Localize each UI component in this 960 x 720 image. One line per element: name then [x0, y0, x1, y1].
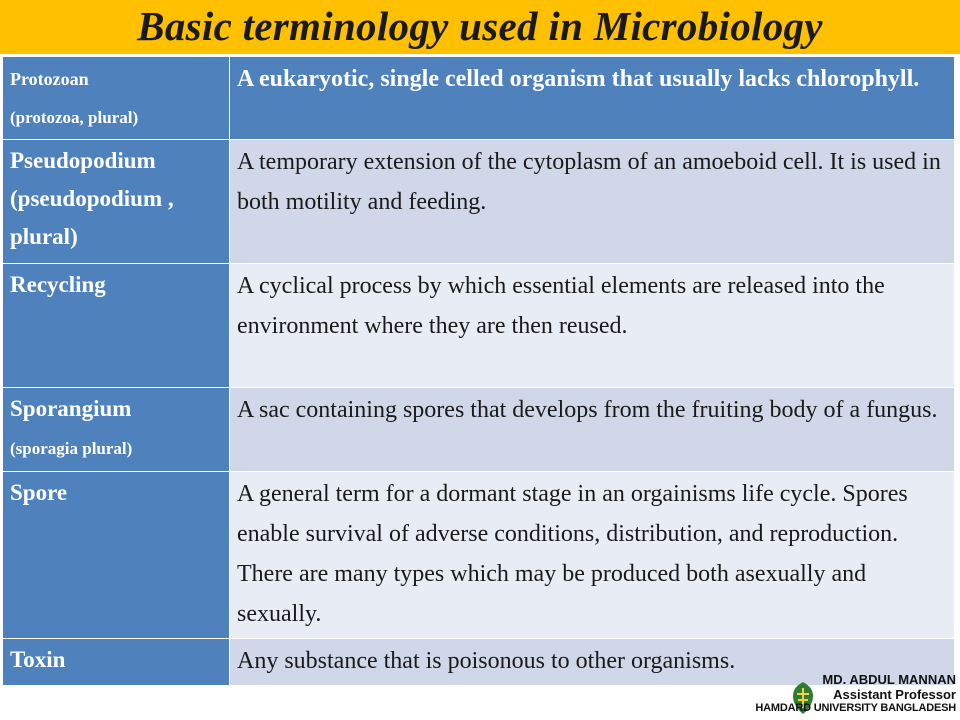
definition-cell: Any substance that is poisonous to other organisms.	[230, 639, 955, 686]
term-cell: Toxin	[3, 639, 230, 686]
table-row	[3, 57, 955, 140]
term-cell: Pseudopodium (pseudopodium , plural)	[3, 140, 230, 264]
definition-cell: A general term for a dormant stage in an orgainisms life cycle. Spores enable survival of adverse conditions, distribution, and reproduction. There are many types which may be produced both asexually and sexually.	[230, 472, 955, 639]
author-name: MD. ABDUL MANNAN	[822, 672, 956, 687]
terminology-table	[2, 56, 955, 686]
university-name: HAMDARD UNIVERSITY BANGLADESH	[755, 702, 956, 714]
term-note: (sporagia plural)	[10, 439, 133, 458]
table-row	[3, 388, 955, 472]
author-role: Assistant Professor	[833, 687, 956, 702]
definition-cell: A cyclical process by which essential elements are released into the environment where they are then reused.	[230, 264, 955, 388]
table-row	[3, 140, 955, 264]
definition-cell: A eukaryotic, single celled organism that usually lacks chlorophyll.	[230, 57, 955, 140]
definition-cell: A temporary extension of the cytoplasm of an amoeboid cell. It is used in both motility and feeding.	[230, 140, 955, 264]
title-bar	[0, 0, 960, 54]
author-stamp	[755, 672, 958, 718]
term-cell	[3, 388, 230, 472]
definition-cell: A sac containing spores that develops from the fruiting body of a fungus.	[230, 388, 955, 472]
page-title: Basic terminology used in Microbiology	[137, 3, 823, 49]
term-cell	[3, 57, 230, 140]
term-text: Sporangium	[10, 396, 132, 421]
table-row	[3, 472, 955, 639]
term-cell: Spore	[3, 472, 230, 639]
term-text: Protozoan	[10, 69, 89, 89]
term-note: (protozoa, plural)	[10, 108, 139, 127]
term-cell: Recycling	[3, 264, 230, 388]
table-row	[3, 264, 955, 388]
